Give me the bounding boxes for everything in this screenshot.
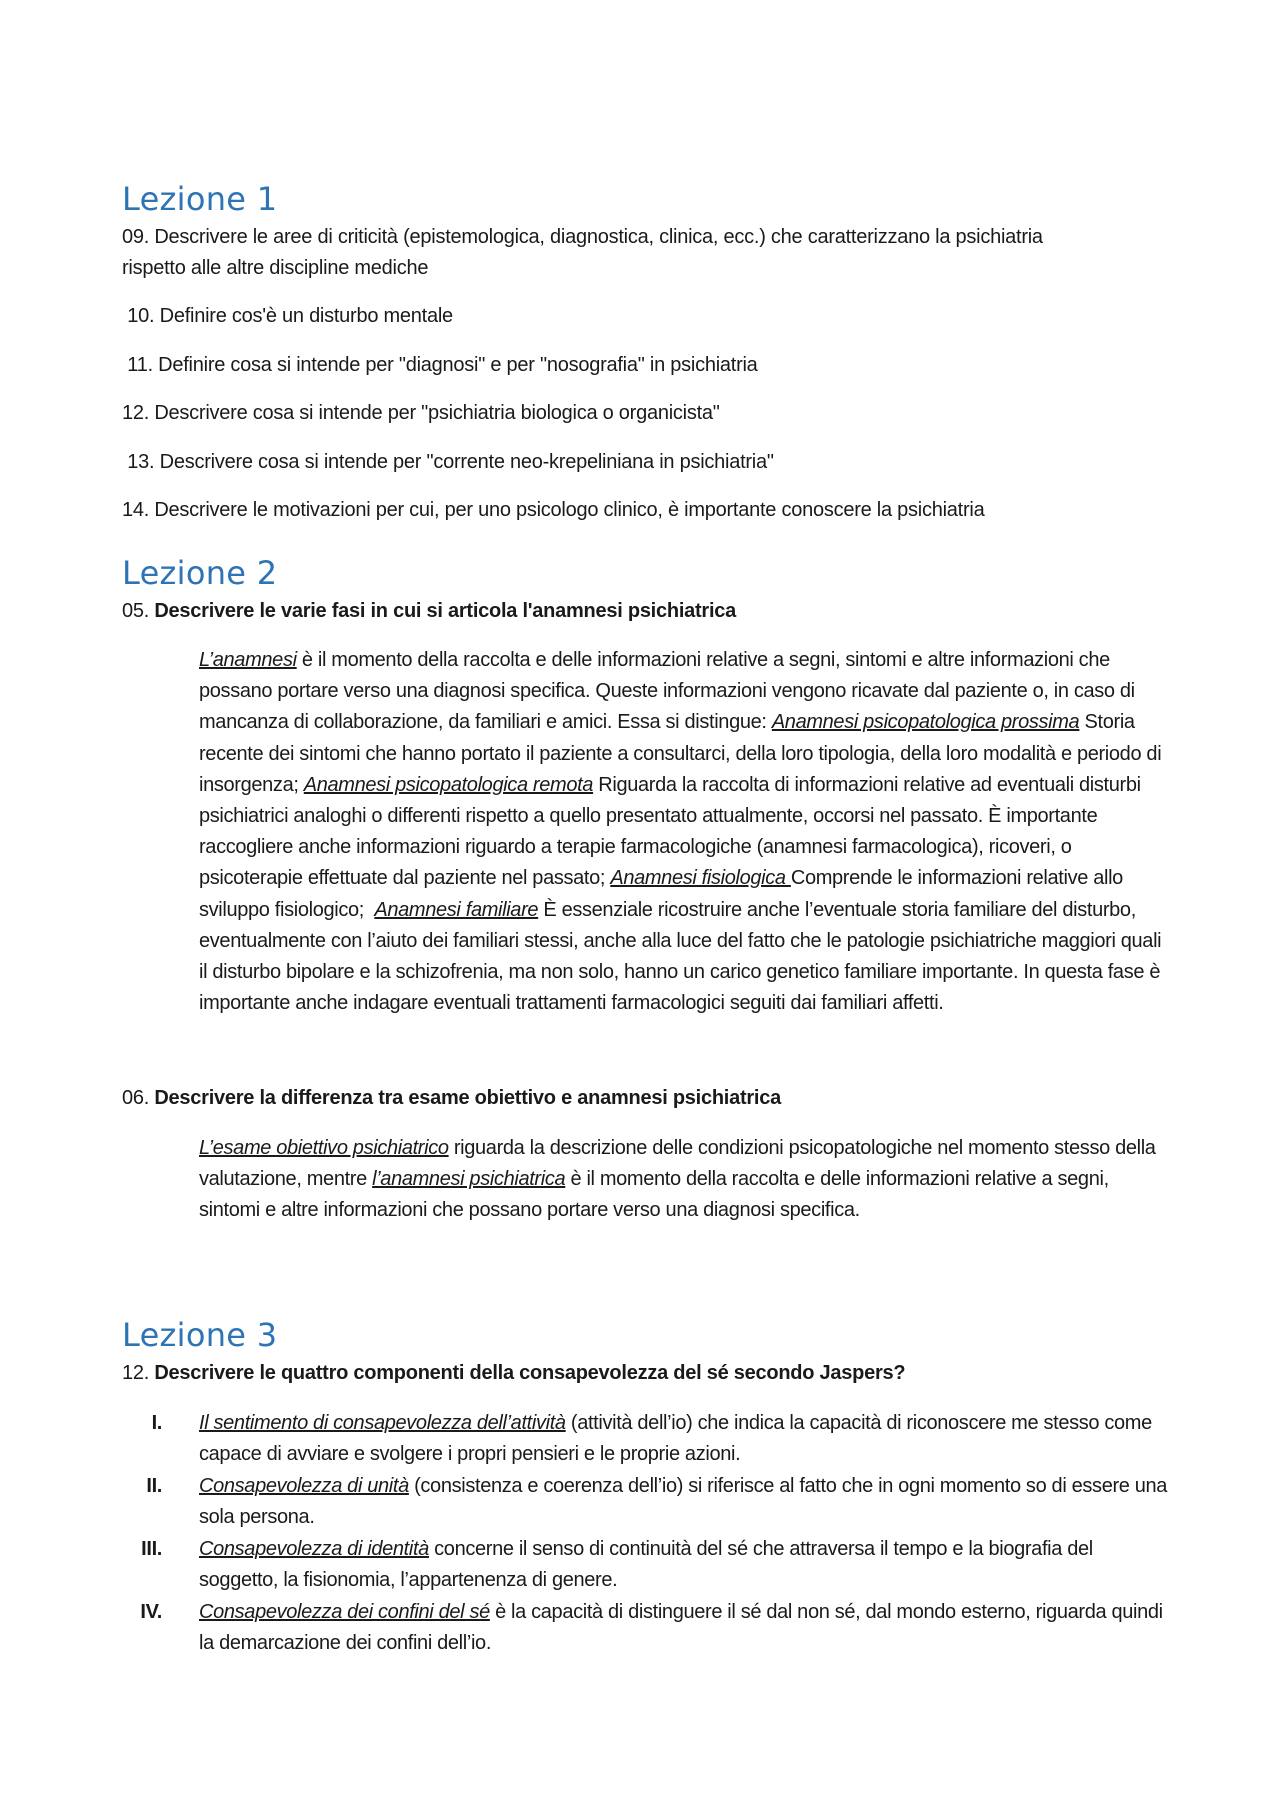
list-item-body [199, 1471, 1169, 1533]
question-06-text: Descrivere la differenza tra esame obiettivo e anamnesi psichiatrica [154, 1087, 781, 1109]
question-11: 11. Definire cosa si intende per "diagnosi" e per "nosografia" in psichiatria [122, 354, 758, 376]
term-anamnesi-prossima: Anamnesi psicopatologica prossima [771, 711, 1080, 734]
question-12-number: 12. [122, 1362, 155, 1384]
answer-05 [199, 645, 1169, 1019]
question-06 [122, 1083, 781, 1114]
question-06-number: 06. [122, 1087, 155, 1109]
list-item-body [199, 1408, 1169, 1470]
list-number: IV. [140, 1601, 162, 1623]
term-anamnesi-psichiatrica: l’anamnesi psichiatrica [372, 1168, 566, 1191]
list-item-text: è la capacità di distinguere il sé dal non sé, dal mondo esterno, riguarda quindi la demarcazione dei confini dell’io. [199, 1601, 1163, 1655]
question-09-line-2: rispetto alle altre discipline mediche [122, 257, 429, 279]
answer-05-text-2: Storia recente dei sintomi che hanno portato il paziente a consultarci, della loro tipologia, della loro modalità e periodo di insorgenza; [199, 711, 1162, 796]
answer-06 [199, 1133, 1169, 1227]
list-number: I. [151, 1412, 162, 1434]
question-05-text: Descrivere le varie fasi in cui si articola l'anamnesi psichiatrica [154, 600, 737, 622]
question-05-number: 05. [122, 600, 155, 622]
list-number: II. [146, 1475, 162, 1497]
question-10: 10. Definire cos'è un disturbo mentale [122, 305, 453, 327]
list-item-text: (attività dell’io) che indica la capacità di riconoscere me stesso come capace di avviare e svolgere i propri pensieri e le proprie azioni. [199, 1412, 1152, 1466]
term-consapevolezza-identita: Consapevolezza di identità [199, 1538, 429, 1560]
question-05 [122, 596, 736, 627]
question-12-text: Descrivere le quattro componenti della consapevolezza del sé secondo Jaspers? [154, 1362, 906, 1384]
list-item-body [199, 1597, 1169, 1659]
list-item-text: (consistenza e coerenza dell’io) si riferisce al fatto che in ogni momento so di essere una sola persona. [199, 1475, 1168, 1529]
heading-lezione-1: Lezione 1 [122, 180, 278, 218]
answer-05-text-4: Comprende le informazioni relative allo sviluppo fisiologico; [199, 867, 1129, 921]
answer-06-text-1: riguarda la descrizione delle condizioni psicopatologiche nel momento stesso della valutazione, mentre [199, 1137, 1156, 1191]
term-consapevolezza-attivita: Il sentimento di consapevolezza dell’attività [199, 1412, 566, 1434]
answer-06-text-2: è il momento della raccolta e delle informazioni relative a segni, sintomi e altre informazioni che possano portare verso una diagnosi specifica. [199, 1168, 1109, 1222]
list-number: III. [141, 1538, 162, 1560]
answer-05-text-3: Riguarda la raccolta di informazioni relative ad eventuali disturbi psichiatrici analoghi o differenti rispetto a quello presentato attualmente, occorsi nel passato. È importante raccogliere anche informazioni riguardo a terapie farmacologiche (anamnesi farmacologica), ricoveri, o psicoterapie effettuate dal paziente nel passato; [199, 773, 1141, 890]
question-14: 14. Descrivere le motivazioni per cui, per uno psicologo clinico, è importante conoscere la psichiatria [122, 499, 985, 521]
list-item-body [199, 1534, 1169, 1596]
term-anamnesi-fisiologica: Anamnesi fisiologica [610, 867, 791, 890]
heading-lezione-3: Lezione 3 [122, 1316, 278, 1354]
answer-05-text-5: È essenziale ricostruire anche l’eventuale storia familiare del disturbo, eventualmente con l’aiuto dei familiari stessi, anche alla luce del fatto che le patologie psichiatriche maggiori quali il disturbo bipolare e la schizofrenia, ma non solo, hanno un carico genetico familiare importante. In questa fase è importante anche indagare eventuali trattamenti farmacologici seguiti dai familiari affetti. [199, 898, 1162, 1015]
term-consapevolezza-confini: Consapevolezza dei confini del sé [199, 1601, 490, 1623]
question-13: 13. Descrivere cosa si intende per "corrente neo-krepeliniana in psichiatria" [122, 451, 774, 473]
question-09-line-1: 09. Descrivere le aree di criticità (epistemologica, diagnostica, clinica, ecc.) che caratterizzano la psichiatria [122, 226, 1043, 248]
term-anamnesi-familiare: Anamnesi familiare [374, 898, 539, 921]
term-esame-obiettivo: L’esame obiettivo psichiatrico [199, 1137, 449, 1159]
term-consapevolezza-unita: Consapevolezza di unità [199, 1475, 409, 1497]
term-anamnesi: L’anamnesi [199, 649, 297, 671]
question-12: 12. Descrivere cosa si intende per "psichiatria biologica o organicista" [122, 402, 720, 424]
list-item-text: concerne il senso di continuità del sé che attraversa il tempo e la biografia del soggetto, la fisionomia, l’appartenenza di genere. [199, 1538, 1093, 1592]
heading-lezione-2: Lezione 2 [122, 554, 278, 592]
term-anamnesi-remota: Anamnesi psicopatologica remota [303, 773, 594, 796]
answer-05-text-1: è il momento della raccolta e delle informazioni relative a segni, sintomi e altre informazioni che possano portare verso una diagnosi specifica. Queste informazioni vengono ricavate dal paziente o, in caso di mancanza di collaborazione, da familiari e amici. Essa si distingue: [199, 649, 1135, 734]
question-12-jaspers [122, 1358, 905, 1389]
